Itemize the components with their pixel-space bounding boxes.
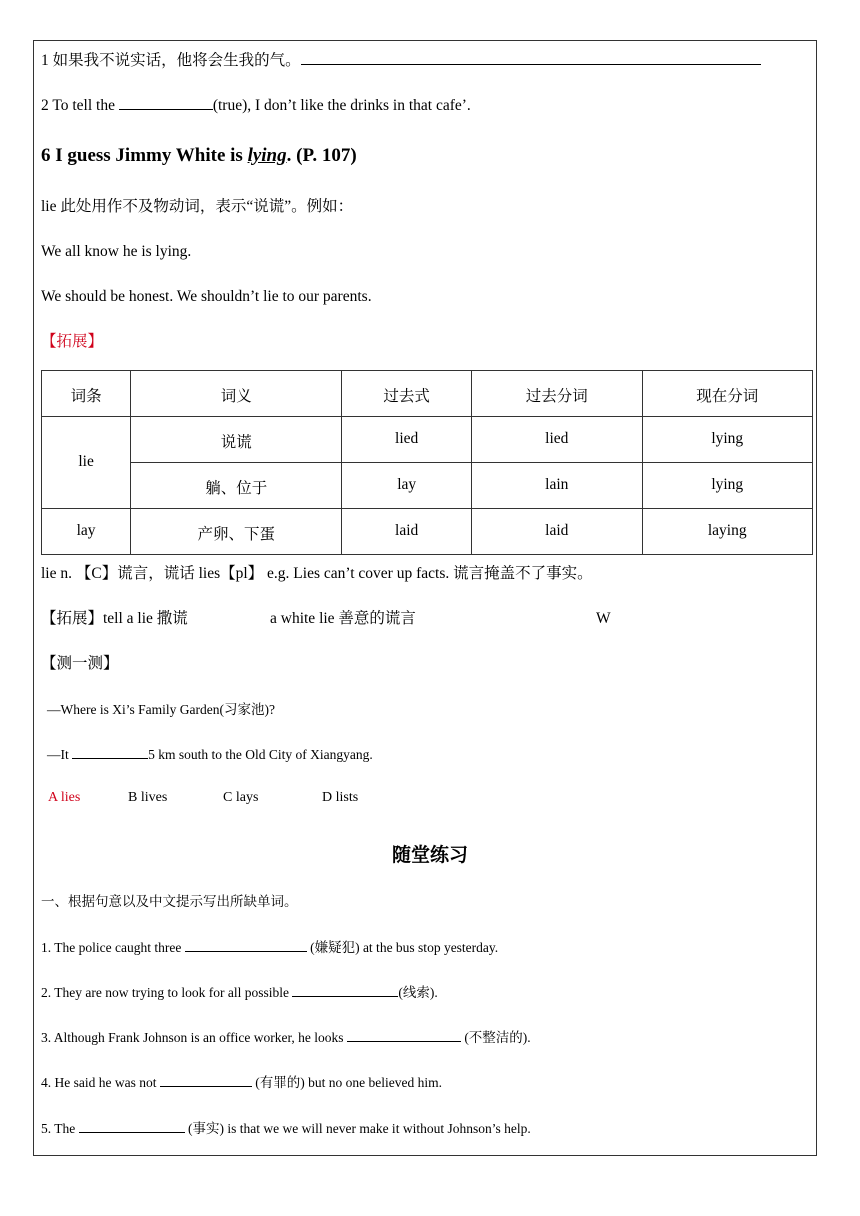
noun-usage-line: lie n. 【C】谎言，谎话 lies【pl】 e.g. Lies can’t cover up facts. 谎言掩盖不了事实。 bbox=[41, 565, 593, 582]
table-row bbox=[42, 463, 813, 509]
question-2: 2 To tell the (true), I don’t like the drinks in that cafe’. bbox=[41, 97, 471, 114]
table-row bbox=[42, 509, 813, 555]
table-cell: lying bbox=[642, 417, 812, 463]
table-header-cell: 现在分词 bbox=[642, 371, 812, 417]
table-cell: 说谎 bbox=[131, 417, 342, 463]
table-cell: lied bbox=[472, 417, 642, 463]
question-1: 1 如果我不说实话，他将会生我的气。 bbox=[41, 50, 761, 71]
answer-blank[interactable] bbox=[301, 50, 761, 65]
quiz-question: —Where is Xi’s Family Garden(习家池)? bbox=[47, 702, 275, 717]
table-cell: 躺、位于 bbox=[131, 463, 342, 509]
answer-blank[interactable] bbox=[185, 939, 307, 952]
example-sentence-1: We all know he is lying. bbox=[41, 243, 192, 260]
practice-intro: 一、根据句意以及中文提示写出所缺单词。 bbox=[41, 894, 298, 909]
option-b[interactable]: B lives bbox=[128, 790, 168, 805]
section-6-title: 6 I guess Jimmy White is lying. (P. 107) bbox=[41, 145, 357, 166]
option-c[interactable]: C lays bbox=[223, 790, 259, 805]
table-header-cell: 过去式 bbox=[342, 371, 472, 417]
table-cell: laid bbox=[472, 509, 642, 555]
word-forms-table bbox=[41, 370, 813, 555]
quiz-answer-line: —It 5 km south to the Old City of Xiangyang. bbox=[47, 747, 373, 762]
table-cell: 产卵、下蛋 bbox=[131, 509, 342, 555]
table-cell: lied bbox=[342, 417, 472, 463]
table-row bbox=[42, 417, 813, 463]
practice-item-3: 3. Although Frank Johnson is an office worker, he looks (不整洁的). bbox=[41, 1030, 531, 1045]
option-a[interactable]: A lies bbox=[48, 790, 81, 805]
practice-item-4: 4. He said he was not (有罪的) but no one believed him. bbox=[41, 1075, 442, 1090]
answer-blank[interactable] bbox=[72, 746, 148, 759]
answer-blank[interactable] bbox=[119, 95, 213, 110]
table-header-cell: 过去分词 bbox=[472, 371, 642, 417]
table-cell-word: lay bbox=[42, 509, 131, 555]
section-6-description: lie 此处用作不及物动词，表示“说谎”。例如： bbox=[41, 198, 354, 215]
table-cell: laid bbox=[342, 509, 472, 555]
table-header-cell: 词义 bbox=[131, 371, 342, 417]
option-d[interactable]: D lists bbox=[322, 790, 359, 805]
quiz-label: 【测一测】 bbox=[41, 655, 119, 672]
answer-blank[interactable] bbox=[292, 984, 398, 997]
table-cell: lain bbox=[472, 463, 642, 509]
answer-blank[interactable] bbox=[160, 1074, 252, 1087]
table-cell: lay bbox=[342, 463, 472, 509]
table-header-cell: 词条 bbox=[42, 371, 131, 417]
practice-item-2: 2. They are now trying to look for all possible (线索). bbox=[41, 985, 438, 1000]
expand-label: 【拓展】 bbox=[41, 333, 104, 350]
table-header-row bbox=[42, 371, 813, 417]
emphasized-word: lying bbox=[247, 145, 287, 166]
table-cell: lying bbox=[642, 463, 812, 509]
noun-expand-line: 【拓展】tell a lie 撒谎 a white lie 善意的谎言 W bbox=[41, 610, 611, 627]
table-cell-word: lie bbox=[42, 417, 131, 509]
practice-item-5: 5. The (事实) is that we we will never make it without Johnson’s help. bbox=[41, 1121, 531, 1136]
answer-blank[interactable] bbox=[79, 1120, 185, 1133]
table-cell: laying bbox=[642, 509, 812, 555]
practice-title: 随堂练习 bbox=[391, 845, 468, 866]
practice-item-1: 1. The police caught three (嫌疑犯) at the bus stop yesterday. bbox=[41, 940, 499, 955]
example-sentence-2: We should be honest. We shouldn’t lie to our parents. bbox=[41, 288, 372, 305]
answer-blank[interactable] bbox=[347, 1029, 461, 1042]
